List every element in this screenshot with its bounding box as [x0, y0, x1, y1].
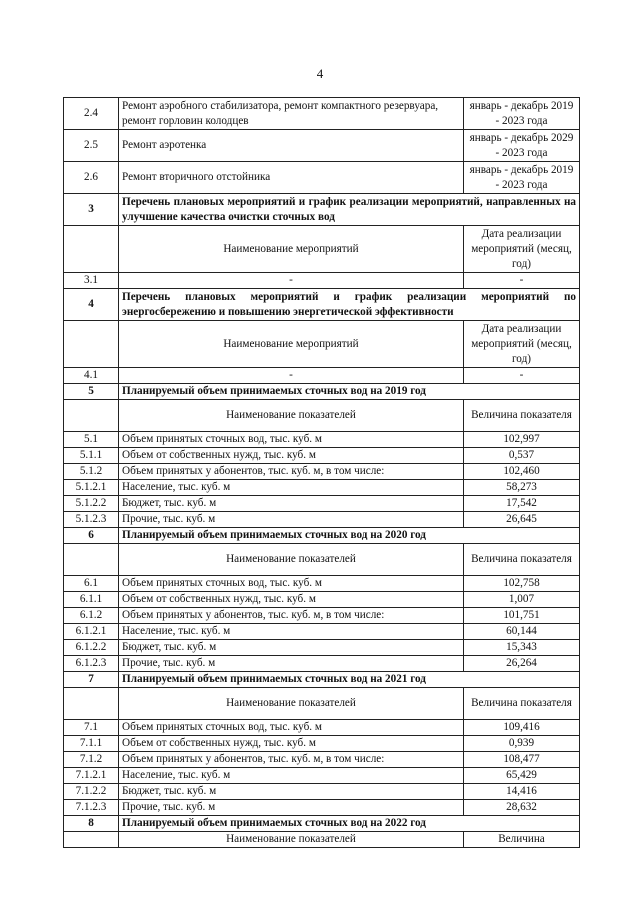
section-header	[64, 194, 580, 226]
row-name: -	[119, 273, 464, 289]
row-number: 6.1.2.1	[64, 624, 119, 640]
table-row	[64, 480, 580, 496]
table-row	[64, 656, 580, 672]
section-header	[64, 816, 580, 832]
table-row	[64, 608, 580, 624]
row-value: 102,997	[464, 432, 580, 448]
page-number: 4	[316, 66, 324, 81]
column-header-value: Величина показателя	[464, 400, 580, 432]
section-number: 5	[64, 384, 119, 400]
row-value: 14,416	[464, 784, 580, 800]
row-number: 2.5	[64, 130, 119, 162]
row-number: 2.4	[64, 98, 119, 130]
row-name: Объем принятых сточных вод, тыс. куб. м	[119, 576, 464, 592]
section-number: 7	[64, 672, 119, 688]
table-row	[64, 800, 580, 816]
row-number: 7.1.2	[64, 752, 119, 768]
column-header-date: Дата реализации мероприятий (месяц, год)	[464, 321, 580, 368]
section-number: 6	[64, 528, 119, 544]
row-date: январь - декабрь 2029 - 2023 года	[464, 130, 580, 162]
section-title: Перечень плановых мероприятий и график реализации мероприятий по энергосбережению и повышению энергетической эффективности	[119, 289, 580, 321]
section-number: 4	[64, 289, 119, 321]
row-number: 7.1.2.2	[64, 784, 119, 800]
table-row	[64, 162, 580, 194]
row-name: Ремонт аэробного стабилизатора, ремонт компактного резервуара, ремонт горловин колодцев	[119, 98, 464, 130]
table-row	[64, 576, 580, 592]
row-name: Объем принятых сточных вод, тыс. куб. м	[119, 432, 464, 448]
row-date: январь - декабрь 2019 - 2023 года	[464, 162, 580, 194]
empty-cell	[64, 400, 119, 432]
row-name: -	[119, 368, 464, 384]
row-number: 6.1.2.2	[64, 640, 119, 656]
row-value: 17,542	[464, 496, 580, 512]
table-row	[64, 640, 580, 656]
row-value: 0,939	[464, 736, 580, 752]
column-header-row	[64, 688, 580, 720]
section-title: Планируемый объем принимаемых сточных вод на 2020 год	[119, 528, 580, 544]
row-name: Население, тыс. куб. м	[119, 624, 464, 640]
row-name: Население, тыс. куб. м	[119, 768, 464, 784]
column-header-row	[64, 544, 580, 576]
row-name: Объем принятых у абонентов, тыс. куб. м, в том числе:	[119, 752, 464, 768]
column-header-value: Величина	[464, 832, 580, 848]
empty-cell	[64, 226, 119, 273]
table-row	[64, 720, 580, 736]
row-number: 5.1.2	[64, 464, 119, 480]
row-number: 2.6	[64, 162, 119, 194]
section-title: Планируемый объем принимаемых сточных вод на 2019 год	[119, 384, 580, 400]
table-row	[64, 784, 580, 800]
row-value: 0,537	[464, 448, 580, 464]
section-title: Перечень плановых мероприятий и график реализации мероприятий, направленных на улучшение качества очистки сточных вод	[119, 194, 580, 226]
section-number: 3	[64, 194, 119, 226]
row-name: Объем от собственных нужд, тыс. куб. м	[119, 448, 464, 464]
row-number: 5.1.2.3	[64, 512, 119, 528]
row-name: Бюджет, тыс. куб. м	[119, 640, 464, 656]
column-header-name: Наименование мероприятий	[119, 321, 464, 368]
row-name: Прочие, тыс. куб. м	[119, 512, 464, 528]
table-row	[64, 98, 580, 130]
table-row	[64, 624, 580, 640]
row-date: январь - декабрь 2019 - 2023 года	[464, 98, 580, 130]
row-name: Объем принятых у абонентов, тыс. куб. м, в том числе:	[119, 464, 464, 480]
table-row	[64, 448, 580, 464]
table-row	[64, 512, 580, 528]
row-value: 15,343	[464, 640, 580, 656]
column-header-value: Величина показателя	[464, 688, 580, 720]
table-row	[64, 432, 580, 448]
table-row	[64, 496, 580, 512]
row-value: 102,758	[464, 576, 580, 592]
row-value: 60,144	[464, 624, 580, 640]
section-header	[64, 672, 580, 688]
column-header-name: Наименование показателей	[119, 544, 464, 576]
section-title: Планируемый объем принимаемых сточных вод на 2022 год	[119, 816, 580, 832]
empty-cell	[64, 544, 119, 576]
column-header-name: Наименование мероприятий	[119, 226, 464, 273]
row-value: 109,416	[464, 720, 580, 736]
section-header	[64, 528, 580, 544]
column-header-date: Дата реализации мероприятий (месяц, год)	[464, 226, 580, 273]
row-name: Ремонт аэротенка	[119, 130, 464, 162]
row-number: 5.1.2.2	[64, 496, 119, 512]
row-name: Прочие, тыс. куб. м	[119, 656, 464, 672]
measures-table	[63, 97, 580, 848]
column-header-name: Наименование показателей	[119, 688, 464, 720]
row-number: 5.1.2.1	[64, 480, 119, 496]
row-number: 5.1	[64, 432, 119, 448]
empty-cell	[64, 832, 119, 848]
row-number: 7.1.2.1	[64, 768, 119, 784]
section-number: 8	[64, 816, 119, 832]
row-value: 28,632	[464, 800, 580, 816]
row-number: 6.1	[64, 576, 119, 592]
table-row	[64, 368, 580, 384]
row-number: 7.1.2.3	[64, 800, 119, 816]
row-number: 7.1	[64, 720, 119, 736]
row-name: Бюджет, тыс. куб. м	[119, 784, 464, 800]
table-row	[64, 736, 580, 752]
column-header-row	[64, 321, 580, 368]
section-header	[64, 384, 580, 400]
row-name: Бюджет, тыс. куб. м	[119, 496, 464, 512]
row-name: Прочие, тыс. куб. м	[119, 800, 464, 816]
column-header-row	[64, 400, 580, 432]
row-number: 3.1	[64, 273, 119, 289]
row-value: 102,460	[464, 464, 580, 480]
row-name: Объем принятых у абонентов, тыс. куб. м, в том числе:	[119, 608, 464, 624]
row-number: 7.1.1	[64, 736, 119, 752]
table-row	[64, 752, 580, 768]
row-date: -	[464, 368, 580, 384]
row-name: Объем от собственных нужд, тыс. куб. м	[119, 592, 464, 608]
row-value: 26,645	[464, 512, 580, 528]
row-number: 6.1.2.3	[64, 656, 119, 672]
column-header-name: Наименование показателей	[119, 832, 464, 848]
row-number: 6.1.2	[64, 608, 119, 624]
row-value: 1,007	[464, 592, 580, 608]
table-row	[64, 592, 580, 608]
row-value: 26,264	[464, 656, 580, 672]
row-date: -	[464, 273, 580, 289]
table-row	[64, 464, 580, 480]
table-row	[64, 130, 580, 162]
row-name: Объем от собственных нужд, тыс. куб. м	[119, 736, 464, 752]
section-header	[64, 289, 580, 321]
row-value: 101,751	[464, 608, 580, 624]
row-number: 4.1	[64, 368, 119, 384]
column-header-row	[64, 832, 580, 848]
column-header-name: Наименование показателей	[119, 400, 464, 432]
row-name: Объем принятых сточных вод, тыс. куб. м	[119, 720, 464, 736]
row-name: Население, тыс. куб. м	[119, 480, 464, 496]
row-number: 5.1.1	[64, 448, 119, 464]
row-value: 108,477	[464, 752, 580, 768]
row-number: 6.1.1	[64, 592, 119, 608]
column-header-row	[64, 226, 580, 273]
row-value: 58,273	[464, 480, 580, 496]
table-row	[64, 768, 580, 784]
empty-cell	[64, 321, 119, 368]
table-row	[64, 273, 580, 289]
column-header-value: Величина показателя	[464, 544, 580, 576]
section-title: Планируемый объем принимаемых сточных вод на 2021 год	[119, 672, 580, 688]
empty-cell	[64, 688, 119, 720]
row-name: Ремонт вторичного отстойника	[119, 162, 464, 194]
row-value: 65,429	[464, 768, 580, 784]
